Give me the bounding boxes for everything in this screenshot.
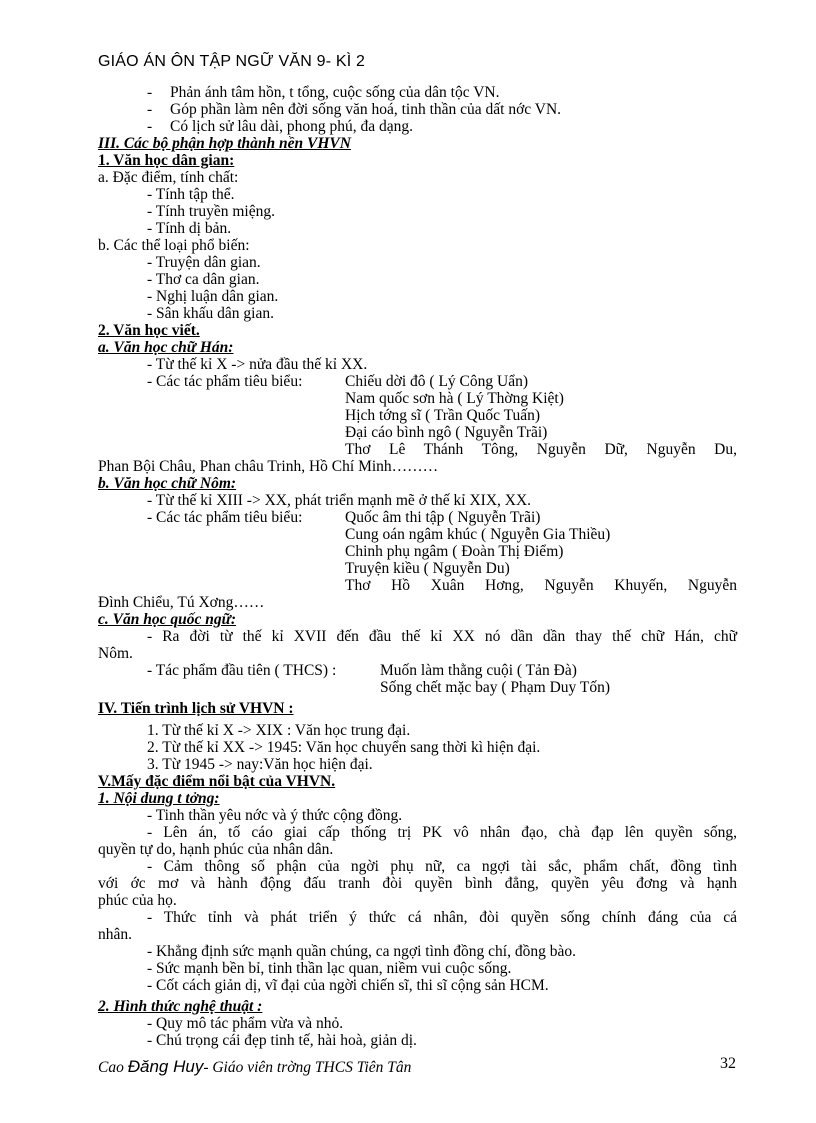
art-form-line: - Quy mô tác phẩm vừa và nhỏ.	[147, 1015, 344, 1032]
page-header-title: GIÁO ÁN ÔN TẬP NGỮ VĂN 9- KÌ 2	[98, 53, 366, 70]
han-more-authors-line2: Phan Bội Châu, Phan châu Trinh, Hồ Chí Minh………	[98, 458, 439, 475]
han-work-item: Hịch tớng sĩ ( Trần Quốc Tuấn)	[345, 407, 541, 424]
bullet-dash: -	[147, 84, 153, 101]
han-literature-title: a. Văn học chữ Hán:	[98, 339, 234, 356]
content-idea-line: - Khẳng định sức mạnh quần chúng, ca ngợi tình đồng chí, đồng bào.	[147, 943, 576, 960]
intro-bullet: Có lịch sử lâu dài, phong phú, đa dạng.	[170, 118, 414, 135]
folk-genre-item: - Nghị luận dân gian.	[147, 288, 279, 305]
folk-genre-item: - Sân khấu dân gian.	[147, 305, 274, 322]
folk-characteristics-title: a. Đặc điểm, tính chất:	[98, 169, 239, 186]
quocngu-text-line2: Nôm.	[98, 645, 133, 662]
bullet-dash: -	[147, 101, 153, 118]
nom-work-item: Truyện kiều ( Nguyễn Du)	[345, 560, 510, 577]
footer-prefix: Cao	[98, 1059, 128, 1076]
intro-bullet: Phản ánh tâm hồn, t tổng, cuộc sống của dân tộc VN.	[170, 84, 500, 101]
quocngu-first-works-label: - Tác phẩm đầu tiên ( THCS) :	[147, 662, 337, 679]
quocngu-literature-title: c. Văn học quốc ngữ:	[98, 611, 237, 628]
folk-characteristic-item: - Tính dị bản.	[147, 220, 232, 237]
footer-author-name: Đăng Huy	[127, 1057, 204, 1076]
footer-suffix: - Giáo viên trờng THCS Tiên Tân	[203, 1059, 412, 1076]
han-period: - Từ thế kỉ X -> nửa đầu thế kỉ XX.	[147, 356, 368, 373]
quocngu-first-work-item: Sống chết mặc bay ( Phạm Duy Tốn)	[380, 679, 611, 696]
art-form-line: - Chú trọng cái đẹp tinh tế, hài hoà, giản dị.	[147, 1032, 417, 1049]
han-more-authors-line1: Thơ Lê Thánh Tông, Nguyễn Dữ, Nguyễn Du,	[345, 441, 737, 458]
bullet-dash: -	[147, 118, 153, 135]
content-idea-line: - Lên án, tố cáo giai cấp thống trị PK vô nhân đạo, chà đạp lên quyền sống,	[147, 824, 737, 841]
page-number: 32	[720, 1055, 736, 1072]
han-work-item: Đại cáo bình ngô ( Nguyễn Trãi)	[345, 424, 548, 441]
content-ideas-title: 1. Nội dung t tởng:	[98, 790, 220, 807]
folk-characteristic-item: - Tính truyền miệng.	[147, 203, 275, 220]
nom-work-item: Cung oán ngâm khúc ( Nguyễn Gia Thiều)	[345, 526, 611, 543]
folk-literature-title: 1. Văn học dân gian:	[98, 152, 235, 169]
content-idea-line: với ớc mơ và hành động đấu tranh đòi quyền bình đẳng, quyền yêu đơng và hạnh	[98, 875, 737, 892]
intro-bullet: Góp phần làm nên đời sống văn hoá, tinh thần của dất nớc VN.	[170, 101, 562, 118]
timeline-item: 3. Từ 1945 -> nay:Văn học hiện đại.	[147, 756, 373, 773]
nom-more-authors-line2: Đình Chiểu, Tú Xơng……	[98, 594, 265, 611]
section-4-title: IV. Tiến trình lịch sử VHVN :	[98, 700, 294, 717]
nom-literature-title: b. Văn học chữ Nôm:	[98, 475, 237, 492]
content-idea-line: - Cốt cách giản dị, vĩ đại của ngời chiến sĩ, thi sĩ cộng sản HCM.	[147, 977, 549, 994]
art-form-title: 2. Hình thức nghệ thuật :	[98, 998, 263, 1015]
content-idea-line: - Sức mạnh bền bỉ, tinh thần lạc quan, niềm vui cuộc sống.	[147, 960, 512, 977]
content-idea-line: quyền tự do, hạnh phúc của nhân dân.	[98, 841, 334, 858]
folk-genres-title: b. Các thể loại phổ biến:	[98, 237, 250, 254]
timeline-item: 1. Từ thế kỉ X -> XIX : Văn học trung đại.	[147, 722, 411, 739]
content-idea-line: - Thức tỉnh và phát triển ý thức cá nhân, đòi quyền sống chính đáng của cá	[147, 909, 737, 926]
written-literature-title: 2. Văn học viết.	[98, 322, 200, 339]
content-idea-line: nhân.	[98, 926, 133, 943]
quocngu-first-work-item: Muốn làm thằng cuội ( Tản Đà)	[380, 662, 577, 679]
timeline-item: 2. Từ thế kỉ XX -> 1945: Văn học chuyển sang thời kì hiện đại.	[147, 739, 541, 756]
nom-work-item: Quốc âm thi tập ( Nguyễn Trãi)	[345, 509, 541, 526]
content-idea-line: - Cảm thông số phận của ngời phụ nữ, ca ngợi tài sắc, phẩm chất, đồng tình	[147, 858, 737, 875]
folk-genre-item: - Thơ ca dân gian.	[147, 271, 260, 288]
content-idea-line: - Tinh thần yêu nớc và ý thức cộng đồng.	[147, 807, 403, 824]
nom-works-label: - Các tác phẩm tiêu biểu:	[147, 509, 303, 526]
folk-genre-item: - Truyện dân gian.	[147, 254, 261, 271]
han-works-label: - Các tác phẩm tiêu biểu:	[147, 373, 303, 390]
han-work-item: Nam quốc sơn hà ( Lý Thờng Kiệt)	[345, 390, 564, 407]
section-3-title: III. Các bộ phận hợp thành nền VHVN	[98, 135, 351, 152]
content-idea-line: phúc của họ.	[98, 892, 177, 909]
quocngu-text-line1: - Ra đời từ thế kỉ XVII đến đầu thế kỉ XX nó dần dần thay thế chữ Hán, chữ	[147, 628, 737, 645]
page-footer	[98, 1057, 411, 1077]
nom-work-item: Chinh phụ ngâm ( Đoàn Thị Điểm)	[345, 543, 564, 560]
nom-period: - Từ thế kỉ XIII -> XX, phát triển mạnh mẽ ở thế kỉ XIX, XX.	[147, 492, 532, 509]
section-5-title: V.Mấy đặc điểm nổi bật của VHVN.	[98, 773, 336, 790]
folk-characteristic-item: - Tính tập thể.	[147, 186, 235, 203]
nom-more-authors-line1: Thơ Hồ Xuân Hơng, Nguyễn Khuyến, Nguyễn	[345, 577, 737, 594]
han-work-item: Chiếu dời đô ( Lý Công Uẩn)	[345, 373, 528, 390]
